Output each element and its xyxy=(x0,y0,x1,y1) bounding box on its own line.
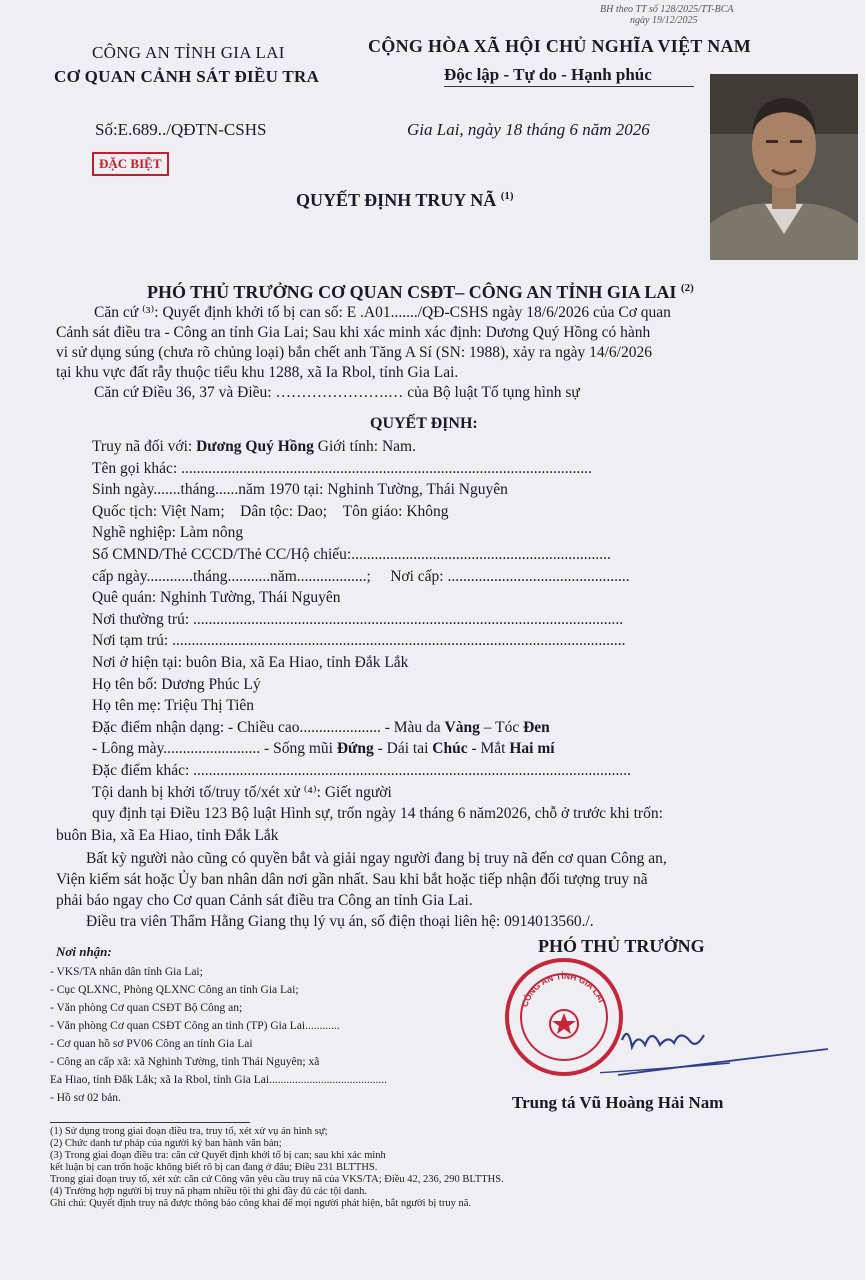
title-footnote-mark: (1) xyxy=(500,190,514,202)
signer-name: Trung tá Vũ Hoàng Hải Nam xyxy=(512,1093,724,1112)
alias-field: Tên gọi khác: .......................................................................................................... xyxy=(92,459,592,477)
recipient-item: - VKS/TA nhân dân tỉnh Gia Lai; xyxy=(50,966,203,978)
issue-place: Nơi cấp: ............................................... xyxy=(390,567,630,585)
top-note xyxy=(600,4,734,26)
basis-section xyxy=(56,303,671,403)
crime-detail-cont: buôn Bia, xã Ea Hiao, tỉnh Đắk Lắk xyxy=(56,827,279,844)
gender: Giới tính: Nam. xyxy=(317,438,416,455)
recipient-item: - Cục QLXNC, Phòng QLXNC Công an tỉnh Gia Lai; xyxy=(50,984,299,996)
wanted-line xyxy=(92,436,663,458)
crime-detail: quy định tại Điều 123 Bộ luật Hình sự, trốn ngày 14 tháng 6 năm2026, chỗ ở trước khi trốn: xyxy=(92,805,663,823)
features-text: Đặc điểm nhận dạng: - Chiều cao..................... - Màu da xyxy=(92,718,441,736)
recipient-item: Ea Hiao, tỉnh Đắk Lắk; xã Ia Rbol, tỉnh Gia Lai......................................... xyxy=(50,1074,387,1086)
eye: Hai mí xyxy=(509,740,555,758)
signature xyxy=(600,1005,830,1085)
basis-line: vi sử dụng súng (chưa rõ chủng loại) bắn chết anh Tăng A Sí (SN: 1988), xảy ra ngày 14/6/2026 xyxy=(56,344,652,361)
top-note-line1: BH theo TT số 128/2025/TT-BCA xyxy=(600,4,734,15)
ear: Chúc xyxy=(432,740,468,758)
unit-name: CƠ QUAN CẢNH SÁT ĐIỀU TRA xyxy=(54,67,320,86)
notice-line: Bất kỳ người nào cũng có quyền bắt và giải ngay người đang bị truy nã đến cơ quan Công an, xyxy=(86,850,667,867)
recipient-item: - Hồ sơ 02 bản. xyxy=(50,1092,121,1104)
notice-line: Viện kiểm sát hoặc Ủy ban nhân dân nơi gần nhất. Sau khi bắt hoặc tiếp nhận đối tượng truy nã xyxy=(56,871,648,888)
features-text: - Lông mày......................... - Sống mũi xyxy=(92,740,333,758)
hometown-field: Quê quán: Nghinh Tường, Thái Nguyên xyxy=(92,589,341,607)
recipient-item: - Cơ quan hồ sơ PV06 Công an tỉnh Gia Lai xyxy=(50,1038,253,1050)
crime-field: Tội danh bị khởi tố/truy tố/xét xử ⁽⁴⁾: Giết người xyxy=(92,783,392,801)
footnote-item: (4) Trường hợp người bị truy nã phạm nhiều tội thì ghi đầy đủ các tội danh. xyxy=(50,1186,368,1197)
place-date: Gia Lai, ngày 18 tháng 6 năm 2026 xyxy=(407,120,650,139)
footnote-item: Trong giai đoạn truy tố, xét xử: căn cứ Công văn yêu cầu truy nã của VKS/TA; Điều 42, 236, 290 BLTTHS. xyxy=(50,1174,504,1185)
mother-name-field: Họ tên mẹ: Triệu Thị Tiên xyxy=(92,697,255,715)
features-line-2 xyxy=(92,738,663,760)
temporary-residence-field: Nơi tạm trú: ..................................................................................................................... xyxy=(92,632,626,650)
top-note-line2: ngày 19/12/2025 xyxy=(630,15,698,26)
agency-name: CÔNG AN TỈNH GIA LAI xyxy=(92,43,285,62)
features-line-1 xyxy=(92,717,663,739)
footnote-divider xyxy=(50,1122,250,1123)
recipients-heading: Nơi nhận: xyxy=(56,944,112,959)
notice-line: Điều tra viên Thẩm Hằng Giang thụ lý vụ án, số điện thoại liên hệ: 0914013560./. xyxy=(86,913,594,930)
seal-lettering: CÔNG AN TỈNH GIA LAI xyxy=(519,970,607,1009)
issue-date: cấp ngày............tháng...........năm..................; xyxy=(92,567,371,585)
decision-heading: QUYẾT ĐỊNH: xyxy=(370,415,478,432)
basis-line: Căn cứ ⁽³⁾: Quyết định khởi tố bị can số: E .A01......./QĐ-CSHS ngày 18/6/2026 của Cơ quan xyxy=(94,304,671,321)
issue-line xyxy=(92,566,663,588)
ethnicity: Dân tộc: Dao; xyxy=(240,502,328,520)
birth-field: Sinh ngày.......tháng......năm 1970 tại: Nghinh Tường, Thái Nguyên xyxy=(92,481,508,499)
subject-details xyxy=(92,436,663,825)
suspect-photo xyxy=(710,74,858,260)
recipient-item: - Văn phòng Cơ quan CSĐT Bộ Công an; xyxy=(50,1002,243,1014)
footnote-item: (2) Chức danh tư pháp của người ký ban hành văn bản; xyxy=(50,1138,282,1149)
nose: Đứng xyxy=(336,740,374,758)
other-features-field: Đặc điểm khác: ................................................................................................................. xyxy=(92,761,632,779)
footnote-item: kết luận bị can trốn hoặc không biết rõ bị can đang ở đâu; Điều 231 BLTTHS. xyxy=(50,1162,378,1173)
special-stamp: ĐẶC BIỆT xyxy=(92,152,169,176)
footnote-item: (3) Trong giai đoạn điều tra: căn cứ Quyết định khởi tố bị can; sau khi xác minh xyxy=(50,1150,386,1161)
religion: Tôn giáo: Không xyxy=(342,502,449,520)
suspect-name: Dương Quý Hồng xyxy=(196,438,314,455)
recipients-list xyxy=(50,963,387,1107)
nation-title: CỘNG HÒA XÃ HỘI CHỦ NGHĨA VIỆT NAM xyxy=(368,36,752,56)
document-number: Số:E.689../QĐTN-CSHS xyxy=(95,120,267,139)
father-name-field: Họ tên bố: Dương Phúc Lý xyxy=(92,675,261,693)
issuing-authority xyxy=(147,282,694,303)
ear-label: - Dái tai xyxy=(377,740,429,758)
nationality: Quốc tịch: Việt Nam; xyxy=(92,502,225,520)
hair-label: – Tóc xyxy=(483,718,520,736)
nationality-line xyxy=(92,501,663,523)
motto: Độc lập - Tự do - Hạnh phúc xyxy=(444,65,652,84)
svg-text:CÔNG AN TỈNH GIA LAI xyxy=(520,970,607,1008)
footnotes xyxy=(50,1126,504,1210)
authority-text: PHÓ THỦ TRƯỞNG CƠ QUAN CSĐT– CÔNG AN TỈNH GIA LAI xyxy=(147,282,677,302)
portrait-image xyxy=(710,74,858,260)
current-residence-field: Nơi ở hiện tại: buôn Bia, xã Ea Hiao, tỉnh Đắk Lắk xyxy=(92,653,409,671)
signer-position: PHÓ THỦ TRƯỞNG xyxy=(538,936,705,956)
skin-color: Vàng xyxy=(444,718,480,736)
recipient-item: - Công an cấp xã: xã Nghinh Tường, tỉnh Thái Nguyên; xã xyxy=(50,1056,320,1068)
basis-line: Căn cứ Điều 36, 37 và Điều: ………………….… của Bộ luật Tố tụng hình sự xyxy=(94,384,580,401)
basis-line: tại khu vực đất rẫy thuộc tiểu khu 1288, xã Ia Rbol, tỉnh Gia Lai. xyxy=(56,364,459,381)
authority-footnote-mark: (2) xyxy=(680,282,694,294)
basis-line: Cảnh sát điều tra - Công an tỉnh Gia Lai; Sau khi xác minh xác định: Dương Quý Hồng có hành xyxy=(56,324,651,341)
footnote-item: (1) Sử dụng trong giai đoạn điều tra, truy tố, xét xử vụ án hình sự; xyxy=(50,1126,328,1137)
eye-label: - Mắt xyxy=(471,740,506,758)
title-text: QUYẾT ĐỊNH TRUY NÃ xyxy=(296,190,497,210)
document-title xyxy=(296,190,514,211)
notice-section xyxy=(56,848,667,932)
permanent-residence-field: Nơi thường trú: ............................................................................................................... xyxy=(92,610,624,628)
hair-color: Đen xyxy=(523,718,550,736)
motto-underline xyxy=(444,86,694,87)
occupation-field: Nghề nghiệp: Làm nông xyxy=(92,524,244,542)
notice-line: phải báo ngay cho Cơ quan Cảnh sát điều tra Công an tỉnh Gia Lai. xyxy=(56,892,473,909)
footnote-item: Ghi chú: Quyết định truy nã được thông báo công khai để mọi người phát hiện, bắt người bị truy nã. xyxy=(50,1198,471,1209)
recipient-item: - Văn phòng Cơ quan CSĐT Công an tỉnh (TP) Gia Lai............ xyxy=(50,1020,340,1032)
id-document-field: Số CMND/Thẻ CCCD/Thẻ CC/Hộ chiếu:................................................................... xyxy=(92,545,611,563)
wanted-label: Truy nã đối với: xyxy=(92,438,193,455)
